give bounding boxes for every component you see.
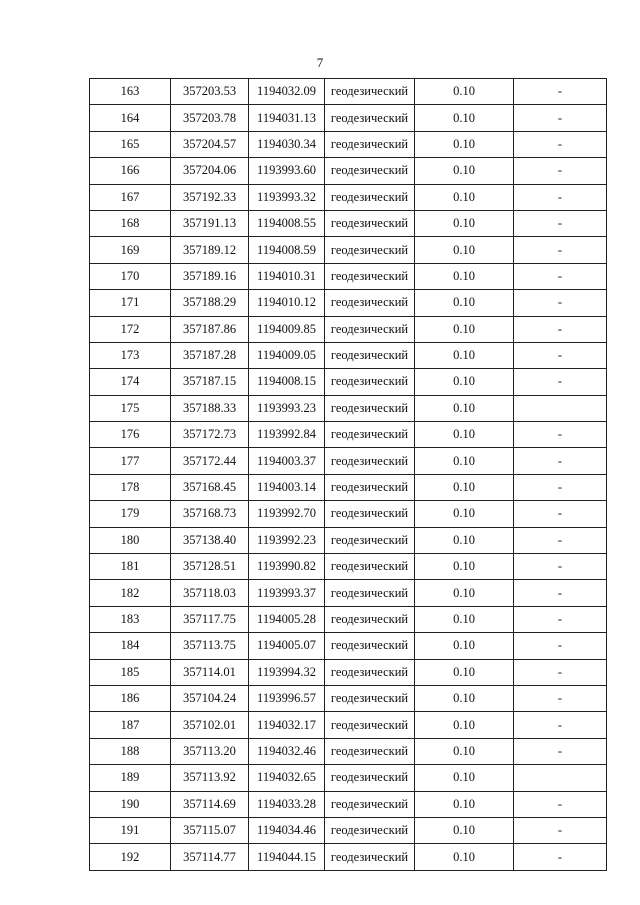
- x-coordinate-cell: 357168.45: [171, 474, 249, 500]
- method-cell: геодезический: [325, 738, 415, 764]
- table-row: [90, 633, 607, 659]
- table-row: [90, 791, 607, 817]
- point-number-cell: 183: [90, 606, 171, 632]
- coordinates-table: [89, 78, 607, 871]
- point-number-cell: 169: [90, 237, 171, 263]
- x-coordinate-cell: 357118.03: [171, 580, 249, 606]
- table-row: [90, 290, 607, 316]
- x-coordinate-cell: 357114.01: [171, 659, 249, 685]
- accuracy-cell: 0.10: [415, 369, 514, 395]
- y-coordinate-cell: 1194010.31: [249, 263, 325, 289]
- y-coordinate-cell: 1193992.84: [249, 422, 325, 448]
- point-number-cell: 177: [90, 448, 171, 474]
- note-cell: -: [514, 290, 607, 316]
- table-row: [90, 158, 607, 184]
- method-cell: геодезический: [325, 844, 415, 870]
- accuracy-cell: 0.10: [415, 501, 514, 527]
- point-number-cell: 180: [90, 527, 171, 553]
- accuracy-cell: 0.10: [415, 659, 514, 685]
- table-row: [90, 606, 607, 632]
- y-coordinate-cell: 1193994.32: [249, 659, 325, 685]
- table-row: [90, 712, 607, 738]
- table-row: [90, 131, 607, 157]
- x-coordinate-cell: 357113.92: [171, 765, 249, 791]
- x-coordinate-cell: 357204.06: [171, 158, 249, 184]
- point-number-cell: 172: [90, 316, 171, 342]
- note-cell: -: [514, 659, 607, 685]
- table-row: [90, 527, 607, 553]
- x-coordinate-cell: 357187.28: [171, 342, 249, 368]
- x-coordinate-cell: 357113.75: [171, 633, 249, 659]
- note-cell: -: [514, 263, 607, 289]
- note-cell: [514, 765, 607, 791]
- table-row: [90, 263, 607, 289]
- accuracy-cell: 0.10: [415, 765, 514, 791]
- accuracy-cell: 0.10: [415, 817, 514, 843]
- accuracy-cell: 0.10: [415, 342, 514, 368]
- accuracy-cell: 0.10: [415, 131, 514, 157]
- point-number-cell: 168: [90, 210, 171, 236]
- point-number-cell: 190: [90, 791, 171, 817]
- y-coordinate-cell: 1193992.70: [249, 501, 325, 527]
- method-cell: геодезический: [325, 448, 415, 474]
- point-number-cell: 187: [90, 712, 171, 738]
- method-cell: геодезический: [325, 580, 415, 606]
- note-cell: -: [514, 237, 607, 263]
- method-cell: геодезический: [325, 554, 415, 580]
- x-coordinate-cell: 357172.73: [171, 422, 249, 448]
- table-row: [90, 342, 607, 368]
- point-number-cell: 164: [90, 105, 171, 131]
- x-coordinate-cell: 357104.24: [171, 685, 249, 711]
- method-cell: геодезический: [325, 422, 415, 448]
- table-row: [90, 765, 607, 791]
- method-cell: геодезический: [325, 131, 415, 157]
- point-number-cell: 184: [90, 633, 171, 659]
- method-cell: геодезический: [325, 210, 415, 236]
- y-coordinate-cell: 1194003.37: [249, 448, 325, 474]
- y-coordinate-cell: 1194009.05: [249, 342, 325, 368]
- point-number-cell: 165: [90, 131, 171, 157]
- accuracy-cell: 0.10: [415, 158, 514, 184]
- x-coordinate-cell: 357117.75: [171, 606, 249, 632]
- coordinates-table-body: [90, 79, 607, 871]
- accuracy-cell: 0.10: [415, 184, 514, 210]
- y-coordinate-cell: 1193990.82: [249, 554, 325, 580]
- x-coordinate-cell: 357187.86: [171, 316, 249, 342]
- table-row: [90, 448, 607, 474]
- table-row: [90, 659, 607, 685]
- y-coordinate-cell: 1194030.34: [249, 131, 325, 157]
- accuracy-cell: 0.10: [415, 448, 514, 474]
- table-row: [90, 844, 607, 870]
- accuracy-cell: 0.10: [415, 844, 514, 870]
- method-cell: геодезический: [325, 606, 415, 632]
- method-cell: геодезический: [325, 501, 415, 527]
- y-coordinate-cell: 1194033.28: [249, 791, 325, 817]
- x-coordinate-cell: 357204.57: [171, 131, 249, 157]
- y-coordinate-cell: 1194005.28: [249, 606, 325, 632]
- x-coordinate-cell: 357168.73: [171, 501, 249, 527]
- y-coordinate-cell: 1194044.15: [249, 844, 325, 870]
- method-cell: геодезический: [325, 527, 415, 553]
- point-number-cell: 166: [90, 158, 171, 184]
- y-coordinate-cell: 1193996.57: [249, 685, 325, 711]
- table-row: [90, 685, 607, 711]
- page-number: 7: [316, 55, 324, 70]
- point-number-cell: 178: [90, 474, 171, 500]
- x-coordinate-cell: 357192.33: [171, 184, 249, 210]
- note-cell: -: [514, 527, 607, 553]
- point-number-cell: 179: [90, 501, 171, 527]
- accuracy-cell: 0.10: [415, 263, 514, 289]
- table-row: [90, 817, 607, 843]
- table-row: [90, 501, 607, 527]
- note-cell: -: [514, 606, 607, 632]
- x-coordinate-cell: 357138.40: [171, 527, 249, 553]
- note-cell: -: [514, 501, 607, 527]
- note-cell: -: [514, 844, 607, 870]
- y-coordinate-cell: 1194032.46: [249, 738, 325, 764]
- accuracy-cell: 0.10: [415, 685, 514, 711]
- x-coordinate-cell: 357191.13: [171, 210, 249, 236]
- note-cell: -: [514, 210, 607, 236]
- y-coordinate-cell: 1193992.23: [249, 527, 325, 553]
- table-row: [90, 237, 607, 263]
- y-coordinate-cell: 1193993.23: [249, 395, 325, 421]
- accuracy-cell: 0.10: [415, 580, 514, 606]
- y-coordinate-cell: 1194032.09: [249, 79, 325, 105]
- note-cell: -: [514, 791, 607, 817]
- x-coordinate-cell: 357188.29: [171, 290, 249, 316]
- note-cell: -: [514, 184, 607, 210]
- method-cell: геодезический: [325, 791, 415, 817]
- method-cell: геодезический: [325, 184, 415, 210]
- accuracy-cell: 0.10: [415, 791, 514, 817]
- table-row: [90, 738, 607, 764]
- point-number-cell: 176: [90, 422, 171, 448]
- note-cell: -: [514, 316, 607, 342]
- table-row: [90, 316, 607, 342]
- point-number-cell: 171: [90, 290, 171, 316]
- method-cell: геодезический: [325, 474, 415, 500]
- y-coordinate-cell: 1194009.85: [249, 316, 325, 342]
- y-coordinate-cell: 1193993.32: [249, 184, 325, 210]
- method-cell: геодезический: [325, 316, 415, 342]
- accuracy-cell: 0.10: [415, 554, 514, 580]
- point-number-cell: 163: [90, 79, 171, 105]
- table-row: [90, 79, 607, 105]
- accuracy-cell: 0.10: [415, 527, 514, 553]
- x-coordinate-cell: 357113.20: [171, 738, 249, 764]
- note-cell: -: [514, 554, 607, 580]
- point-number-cell: 192: [90, 844, 171, 870]
- table-row: [90, 395, 607, 421]
- point-number-cell: 170: [90, 263, 171, 289]
- table-row: [90, 580, 607, 606]
- accuracy-cell: 0.10: [415, 633, 514, 659]
- table-row: [90, 369, 607, 395]
- accuracy-cell: 0.10: [415, 606, 514, 632]
- point-number-cell: 167: [90, 184, 171, 210]
- point-number-cell: 185: [90, 659, 171, 685]
- method-cell: геодезический: [325, 817, 415, 843]
- note-cell: [514, 395, 607, 421]
- accuracy-cell: 0.10: [415, 105, 514, 131]
- accuracy-cell: 0.10: [415, 738, 514, 764]
- method-cell: геодезический: [325, 342, 415, 368]
- accuracy-cell: 0.10: [415, 237, 514, 263]
- method-cell: геодезический: [325, 290, 415, 316]
- x-coordinate-cell: 357114.77: [171, 844, 249, 870]
- note-cell: -: [514, 158, 607, 184]
- y-coordinate-cell: 1193993.60: [249, 158, 325, 184]
- table-row: [90, 184, 607, 210]
- method-cell: геодезический: [325, 712, 415, 738]
- point-number-cell: 181: [90, 554, 171, 580]
- point-number-cell: 173: [90, 342, 171, 368]
- y-coordinate-cell: 1194008.55: [249, 210, 325, 236]
- note-cell: -: [514, 633, 607, 659]
- accuracy-cell: 0.10: [415, 712, 514, 738]
- point-number-cell: 189: [90, 765, 171, 791]
- point-number-cell: 186: [90, 685, 171, 711]
- accuracy-cell: 0.10: [415, 79, 514, 105]
- y-coordinate-cell: 1194005.07: [249, 633, 325, 659]
- x-coordinate-cell: 357115.07: [171, 817, 249, 843]
- x-coordinate-cell: 357187.15: [171, 369, 249, 395]
- note-cell: -: [514, 369, 607, 395]
- table-row: [90, 474, 607, 500]
- x-coordinate-cell: 357102.01: [171, 712, 249, 738]
- note-cell: -: [514, 712, 607, 738]
- x-coordinate-cell: 357114.69: [171, 791, 249, 817]
- y-coordinate-cell: 1194032.65: [249, 765, 325, 791]
- y-coordinate-cell: 1194008.15: [249, 369, 325, 395]
- note-cell: -: [514, 474, 607, 500]
- method-cell: геодезический: [325, 395, 415, 421]
- x-coordinate-cell: 357203.78: [171, 105, 249, 131]
- note-cell: -: [514, 685, 607, 711]
- method-cell: геодезический: [325, 237, 415, 263]
- x-coordinate-cell: 357188.33: [171, 395, 249, 421]
- note-cell: -: [514, 79, 607, 105]
- x-coordinate-cell: 357172.44: [171, 448, 249, 474]
- note-cell: -: [514, 580, 607, 606]
- point-number-cell: 174: [90, 369, 171, 395]
- point-number-cell: 188: [90, 738, 171, 764]
- y-coordinate-cell: 1194010.12: [249, 290, 325, 316]
- y-coordinate-cell: 1194032.17: [249, 712, 325, 738]
- method-cell: геодезический: [325, 158, 415, 184]
- note-cell: -: [514, 448, 607, 474]
- accuracy-cell: 0.10: [415, 422, 514, 448]
- y-coordinate-cell: 1194008.59: [249, 237, 325, 263]
- x-coordinate-cell: 357189.12: [171, 237, 249, 263]
- method-cell: геодезический: [325, 765, 415, 791]
- y-coordinate-cell: 1194003.14: [249, 474, 325, 500]
- table-row: [90, 422, 607, 448]
- accuracy-cell: 0.10: [415, 474, 514, 500]
- note-cell: -: [514, 422, 607, 448]
- note-cell: -: [514, 105, 607, 131]
- method-cell: геодезический: [325, 263, 415, 289]
- y-coordinate-cell: 1194031.13: [249, 105, 325, 131]
- note-cell: -: [514, 131, 607, 157]
- point-number-cell: 175: [90, 395, 171, 421]
- table-row: [90, 105, 607, 131]
- table-row: [90, 554, 607, 580]
- accuracy-cell: 0.10: [415, 290, 514, 316]
- method-cell: геодезический: [325, 659, 415, 685]
- note-cell: -: [514, 817, 607, 843]
- method-cell: геодезический: [325, 633, 415, 659]
- method-cell: геодезический: [325, 685, 415, 711]
- table-row: [90, 210, 607, 236]
- accuracy-cell: 0.10: [415, 316, 514, 342]
- method-cell: геодезический: [325, 105, 415, 131]
- x-coordinate-cell: 357189.16: [171, 263, 249, 289]
- note-cell: -: [514, 342, 607, 368]
- y-coordinate-cell: 1194034.46: [249, 817, 325, 843]
- accuracy-cell: 0.10: [415, 395, 514, 421]
- point-number-cell: 182: [90, 580, 171, 606]
- x-coordinate-cell: 357203.53: [171, 79, 249, 105]
- accuracy-cell: 0.10: [415, 210, 514, 236]
- note-cell: -: [514, 738, 607, 764]
- method-cell: геодезический: [325, 369, 415, 395]
- point-number-cell: 191: [90, 817, 171, 843]
- y-coordinate-cell: 1193993.37: [249, 580, 325, 606]
- method-cell: геодезический: [325, 79, 415, 105]
- x-coordinate-cell: 357128.51: [171, 554, 249, 580]
